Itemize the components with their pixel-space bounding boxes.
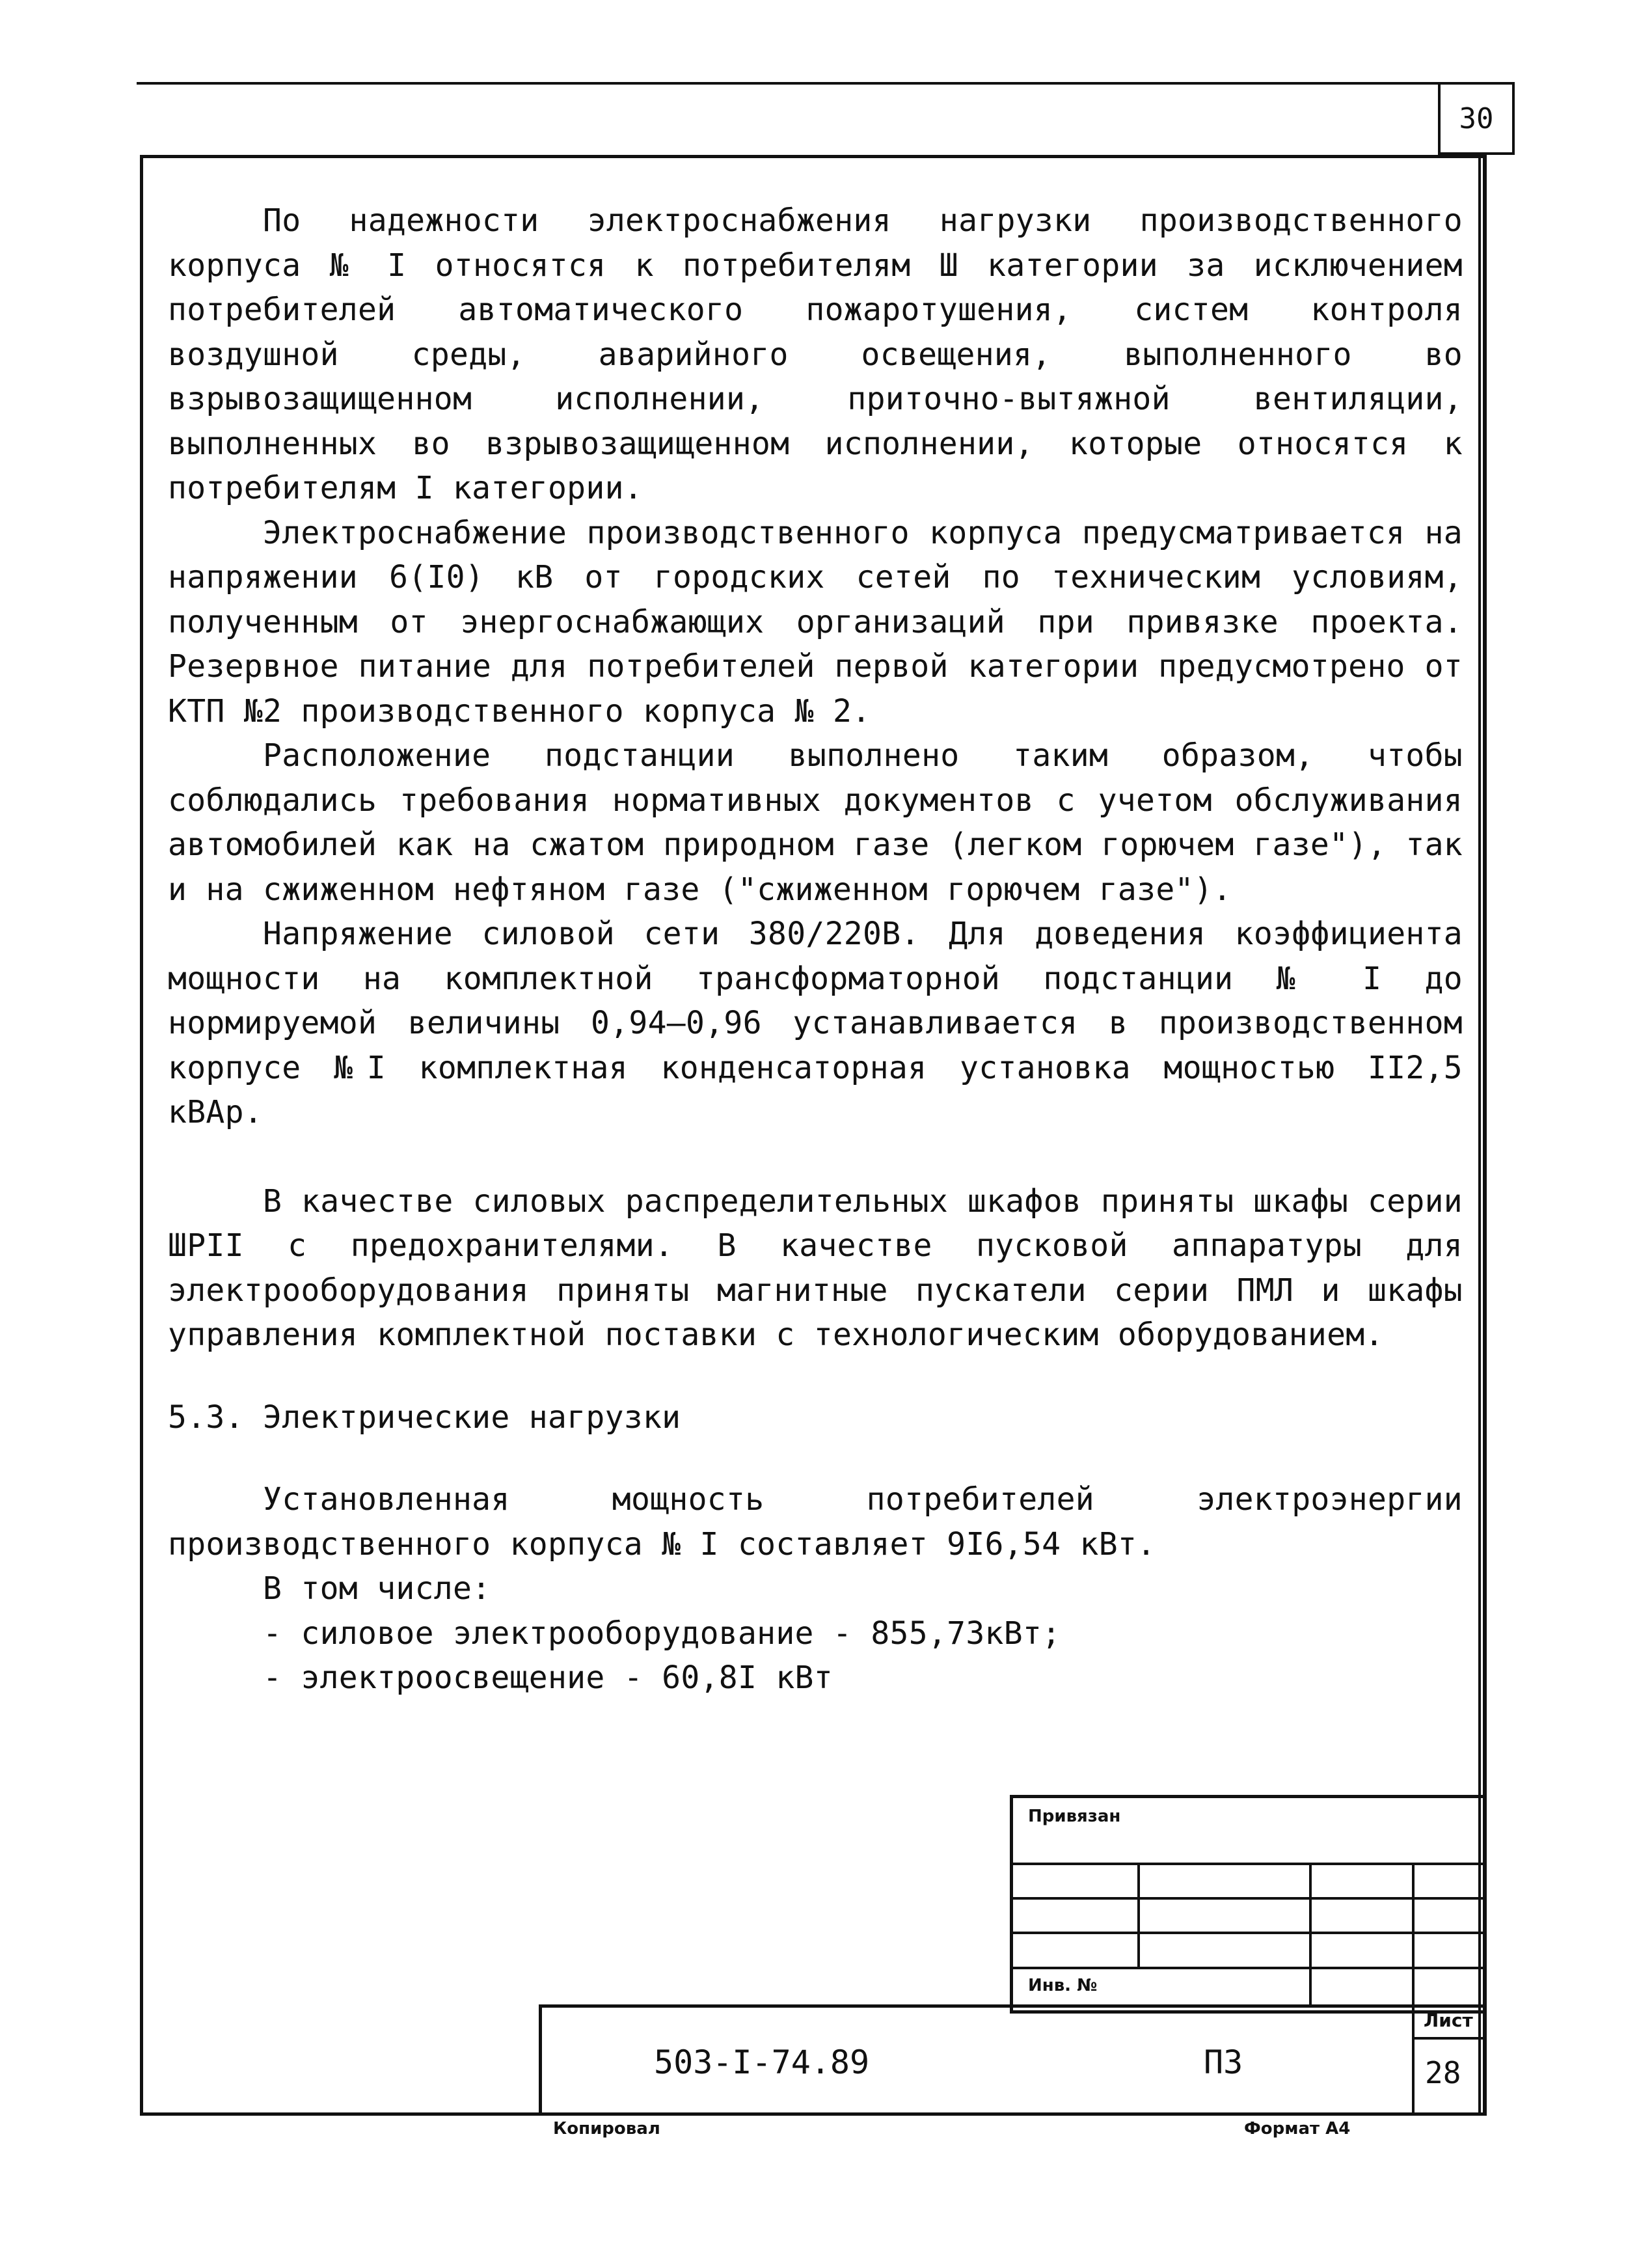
paragraph-cabinets: В качестве силовых распределительных шкафов приняты шкафы серии ШРII с предохранителями. В качестве пусковой аппаратуры для электрооборудования приняты магнитные пускатели серии ПМЛ и шкафы управления комплектной поставки с технологическим оборудованием. (168, 1182, 1463, 1353)
inventory-label: Инв. № (1028, 1976, 1098, 1995)
document-code: 503-I-74.89 (654, 2043, 870, 2081)
format-label: Формат А4 (1244, 2119, 1351, 2138)
section-heading: 5.3. Электрические нагрузки (168, 1399, 681, 1436)
document-body (168, 198, 1463, 1701)
list-item: - силовое электрооборудование - 855,73кВт; (263, 1615, 1061, 1652)
stamp-divider (1010, 1897, 1487, 1900)
sheet-number: 28 (1425, 2055, 1461, 2090)
document-type: ПЗ (1204, 2043, 1243, 2081)
stamp-divider (1309, 1863, 1312, 2004)
attached-label: Привязан (1028, 1807, 1121, 1826)
copied-by-label: Копировал (553, 2119, 660, 2138)
top-rule (137, 82, 1438, 85)
title-block-divider (1412, 2037, 1487, 2040)
stamp-divider (1412, 1863, 1415, 2004)
list-item: - электроосвещение - 60,8I кВт (263, 1660, 833, 1696)
paragraph-reliability: По надежности электроснабжения нагрузки производственного корпуса № I относятся к потребителям Ш категории за исключением потребителей автоматического пожаротушения, систем контроля воздушной среды, аварийного освещения, выполненного во взрывозащищенном исполнении, приточно-вытяжной вентиляции, выполненных во взрывозащищенном исполнении, которые относятся к потребителям I категории. (168, 202, 1463, 506)
page-number: 30 (1438, 82, 1515, 155)
sheet-label: Лист (1424, 2010, 1473, 2031)
paragraph-installed-power: Установленная мощность потребителей электроэнергии производственного корпуса № I составляет 9I6,54 кВт. (168, 1481, 1463, 1563)
paragraph-voltage: Напряжение силовой сети 380/220В. Для доведения коэффициента мощности на комплектной трансформаторной подстанции № I до нормируемой величины 0,94–0,96 устанавливается в производственном корпусе №I комплектная конденсаторная установка мощностью II2,5 кВАр. (168, 916, 1463, 1130)
paragraph-substation-location: Расположение подстанции выполнено таким образом, чтобы соблюдались требования нормативных документов с учетом обслуживания автомобилей как на сжатом природном газе (легком горючем газе"), так и на сжиженном нефтяном газе ("сжиженном горючем газе"). (168, 737, 1463, 908)
including-label: В том числе: (263, 1570, 491, 1607)
title-block-divider (1412, 2004, 1415, 2116)
stamp-divider (1010, 1863, 1487, 1865)
stamp-divider (1010, 1932, 1487, 1934)
stamp-divider (1010, 1967, 1487, 1969)
stamp-divider (1137, 1863, 1140, 1967)
paragraph-power-supply: Электроснабжение производственного корпуса предусматривается на напряжении 6(I0) кВ от городских сетей по техническим условиям, полученным от энергоснабжающих организаций при привязке проекта. Резервное питание для потребителей первой категории предусмотрено от КТП №2 производственного корпуса № 2. (168, 514, 1463, 730)
